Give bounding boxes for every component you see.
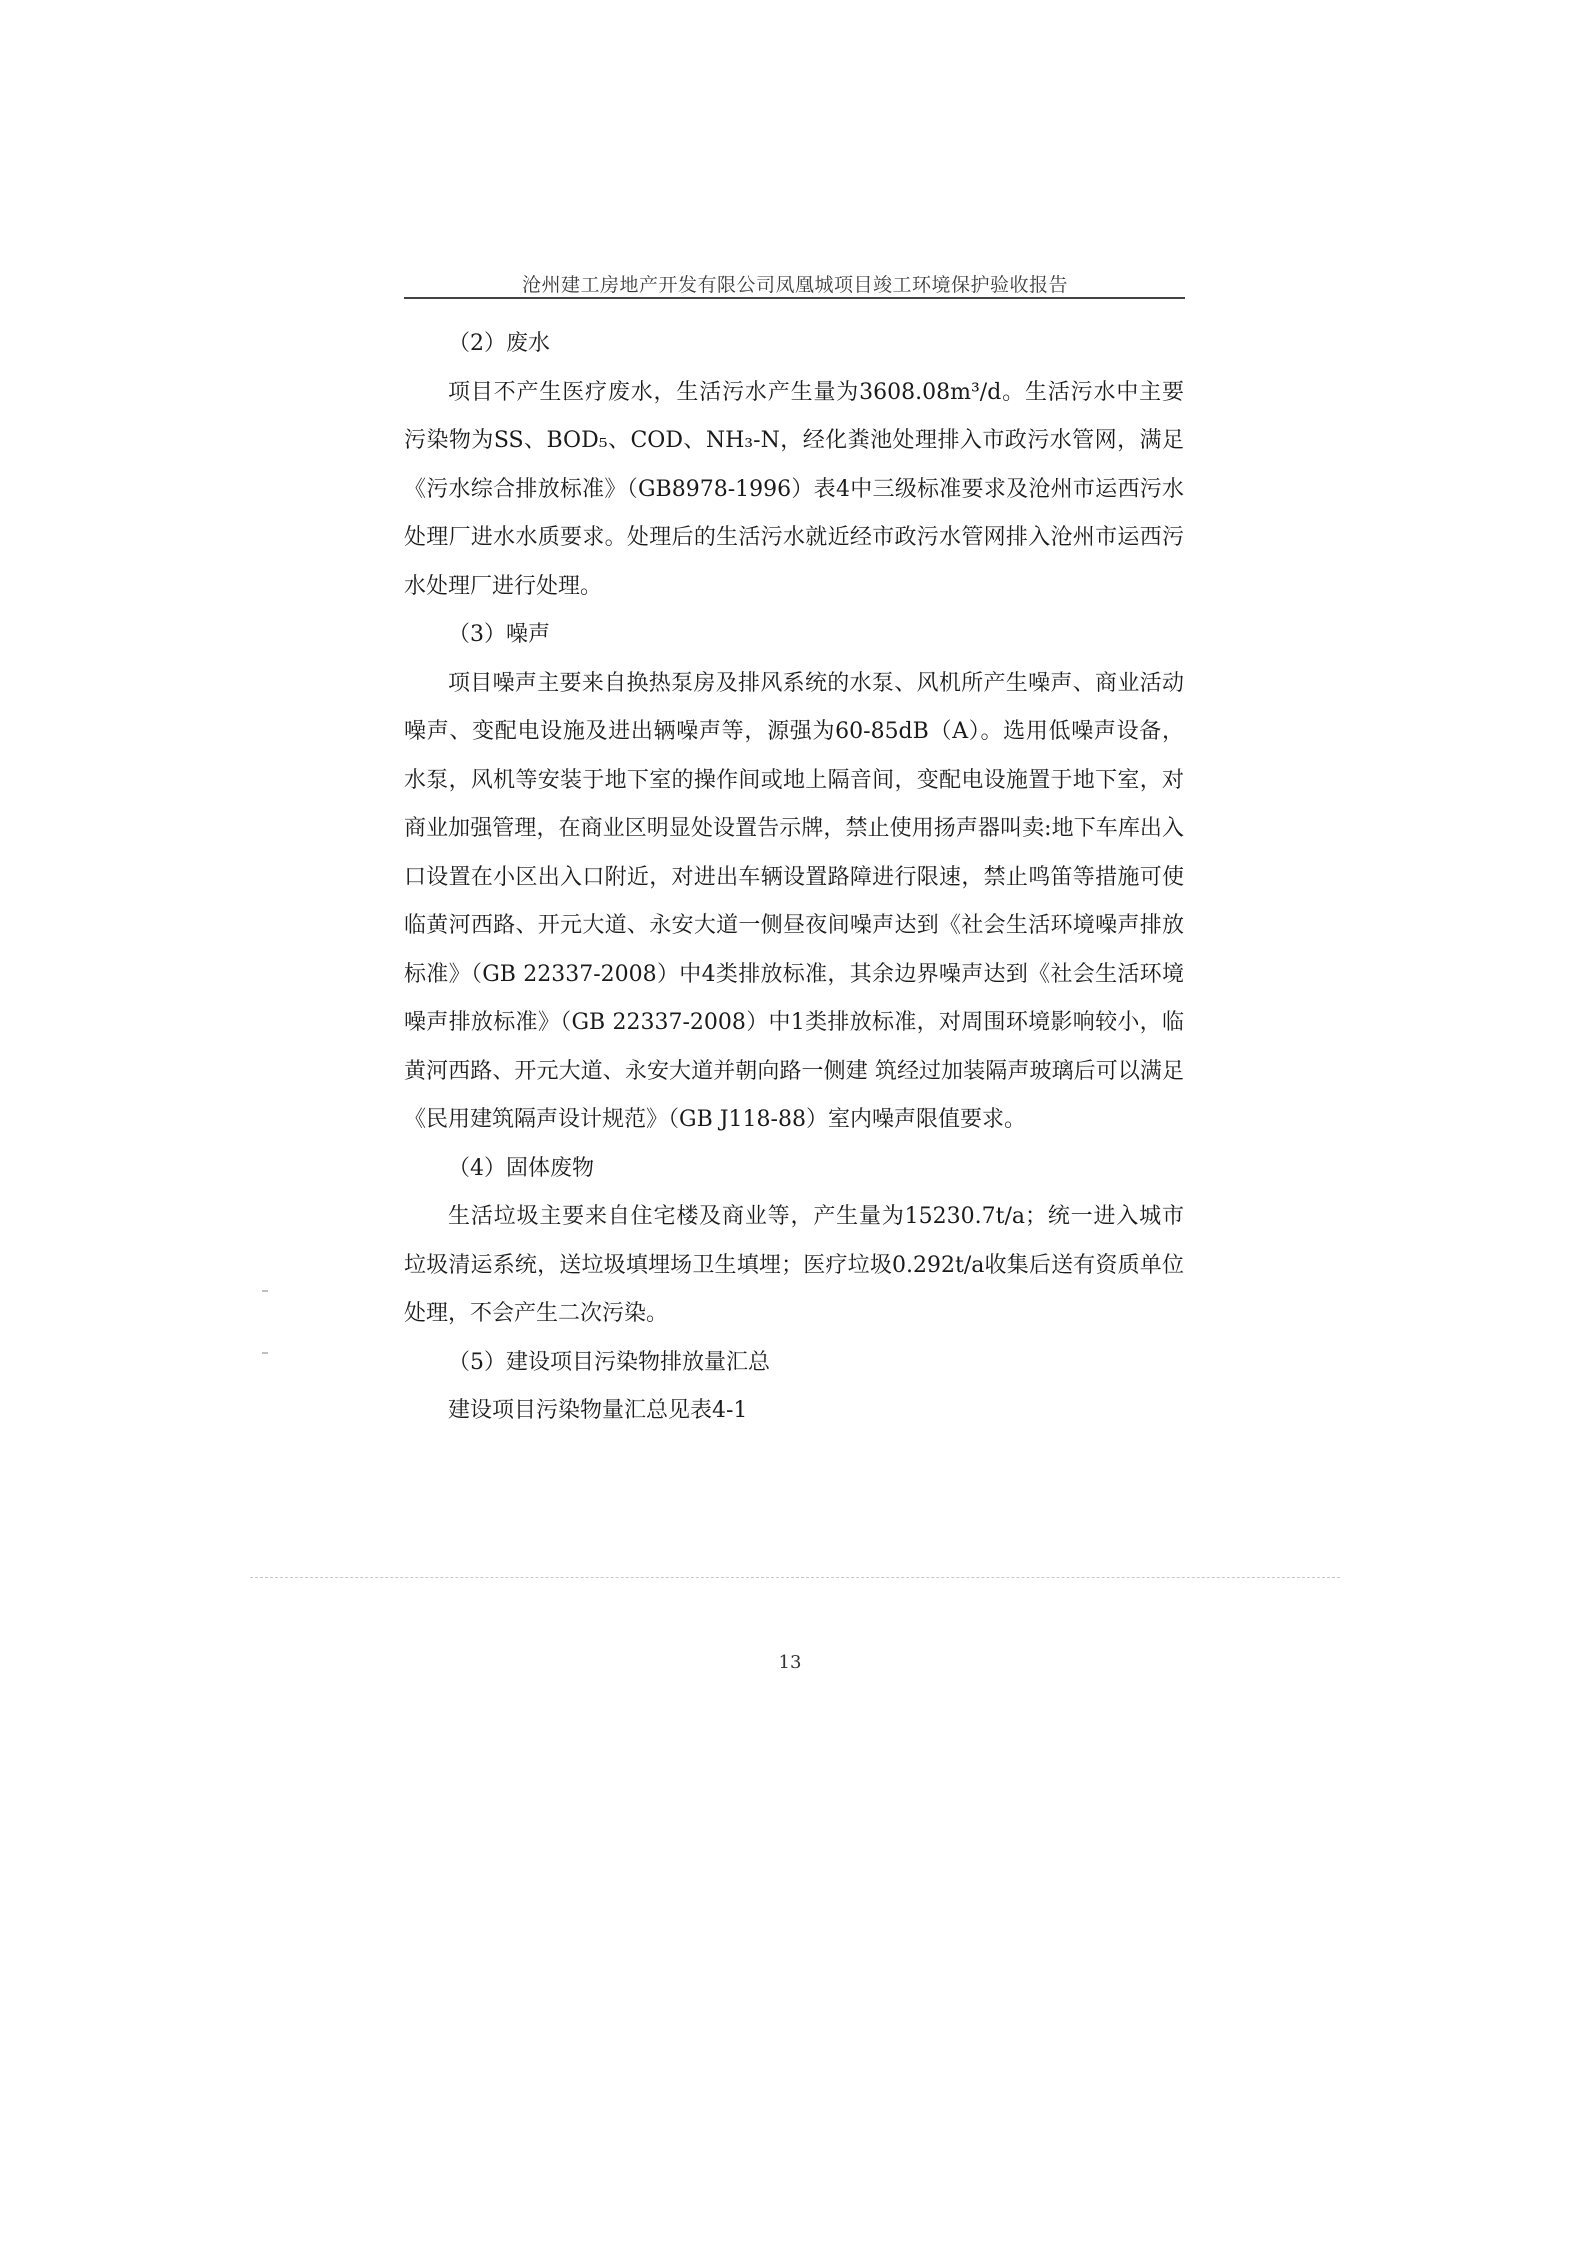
paragraph-solid-waste: 生活垃圾主要来自住宅楼及商业等，产生量为15230.7t/a；统一进入城市垃圾清运系统，送垃圾填埋场卫生填埋；医疗垃圾0.292t/a收集后送有资质单位处理，不会产生二次污染。 (404, 1204, 1184, 1326)
section-heading-noise: （3）噪声 (448, 622, 550, 647)
scan-artifact-mark (262, 1352, 268, 1354)
section-heading-summary: （5）建设项目污染物排放量汇总 (448, 1349, 770, 1375)
document-body (404, 320, 1184, 1436)
paragraph-noise: 项目噪声主要来自换热泵房及排风系统的水泵、风机所产生噪声、商业活动噪声、变配电设施及进出辆噪声等，源强为60-85dB（A）。选用低噪声设备，水泵，风机等安装于地下室的操作间或地上隔音间，变配电设施置于地下室，对商业加强管理，在商业区明显处设置告示牌，禁止使用扬声器叫卖:地下车库出入口设置在小区出入口附近，对进出车辆设置路障进行限速，禁止鸣笛等措施可使临黄河西路、开元大道、永安大道一侧昼夜间噪声达到《社会生活环境噪声排放标准》（GB 22337-2008）中4类排放标准，其余边界噪声达到《社会生活环境噪声排放标准》（GB 22337-2008）中1类排放标准，对周围环境影响较小，临黄河西路、开元大道、永安大道并朝向路一侧建 筑经过加装隔声玻璃后可以满足《民用建筑隔声设计规范》（GB J118-88）室内噪声限值要求。 (404, 670, 1184, 1132)
page-number: 13 (778, 1652, 802, 1673)
scan-bottom-line (250, 1577, 1340, 1578)
header-divider (404, 297, 1185, 299)
section-heading-solid-waste: （4）固体废物 (448, 1155, 594, 1181)
page-header: 沧州建工房地产开发有限公司凤凰城项目竣工环境保护验收报告 (521, 274, 1068, 296)
section-heading-wastewater: （2）废水 (448, 331, 550, 356)
paragraph-wastewater: 项目不产生医疗废水，生活污水产生量为3608.08m³/d。生活污水中主要污染物为SS、BOD₅、COD、NH₃-N，经化粪池处理排入市政污水管网，满足《污水综合排放标准》（GB8978-1996）表4中三级标准要求及沧州市运西污水处理厂进水水质要求。处理后的生活污水就近经市政污水管网排入沧州市运西污水处理厂进行处理。 (404, 379, 1184, 599)
scan-artifact-mark (262, 1290, 268, 1292)
paragraph-summary: 建设项目污染物量汇总见表4-1 (448, 1398, 748, 1423)
